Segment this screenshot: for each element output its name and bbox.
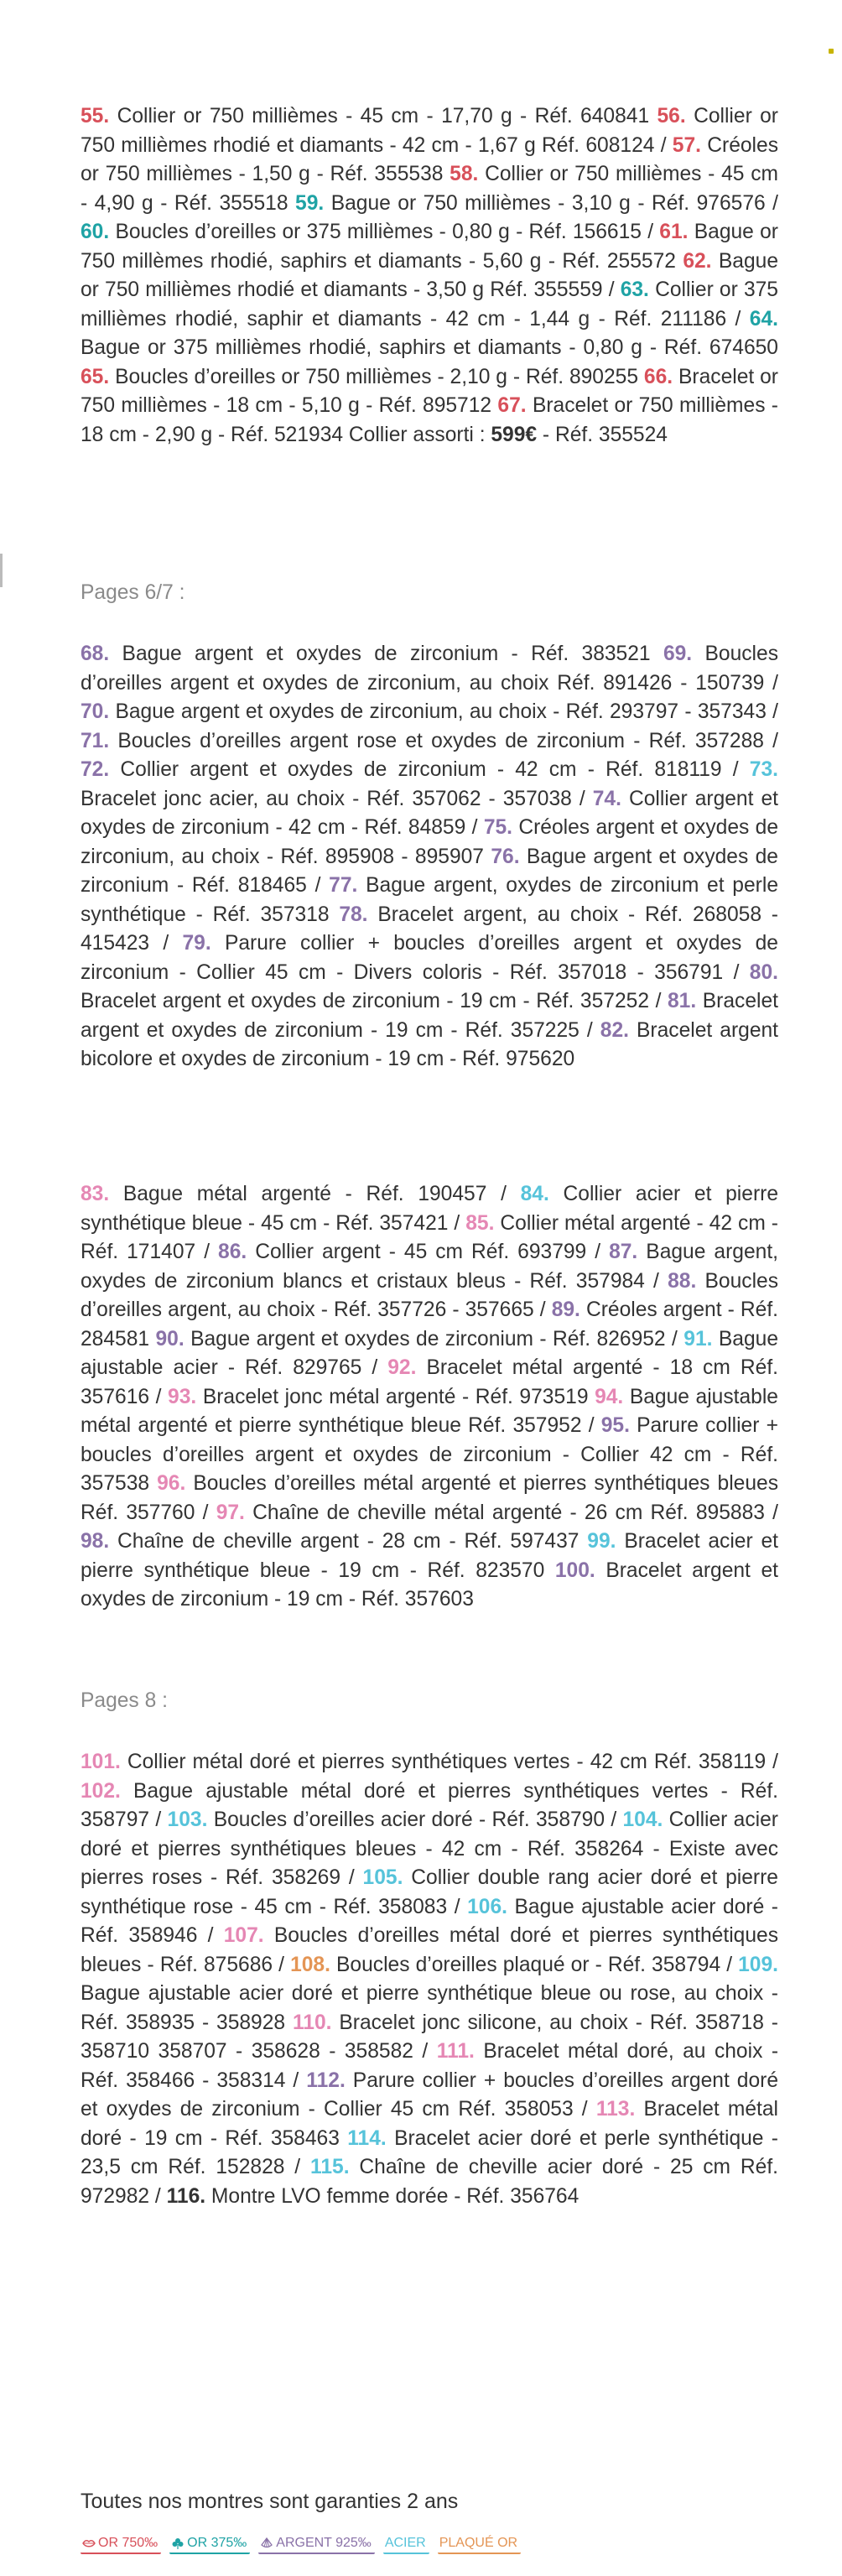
item-number: 113.: [595, 2098, 636, 2121]
item-number: 74.: [592, 787, 621, 810]
legend-label: OR 750‰: [98, 2536, 159, 2550]
item-description: Bracelet métal doré - 19 cm - Réf. 358463: [81, 2098, 779, 2150]
item-number: 104.: [622, 1808, 663, 1831]
edge-mark: [0, 554, 3, 587]
product-list-block-1: [81, 102, 778, 450]
item-number: 93.: [168, 1385, 197, 1408]
item-description: Boucles d’oreilles or 750 millièmes - 2,10 g - Réf. 890255: [109, 365, 644, 388]
legend-label: ACIER: [384, 2536, 426, 2550]
item-number: 67.: [497, 394, 527, 417]
item-description: Bague ajustable acier - Réf. 829765 /: [81, 1327, 778, 1379]
legend-item: [81, 2535, 161, 2554]
item-description: Bracelet acier et pierre synthétique bleue - 19 cm - Réf. 823570: [81, 1530, 778, 1582]
item-number: 71.: [81, 729, 110, 752]
item-number: 61.: [659, 221, 689, 243]
legend-label: OR 375‰: [187, 2536, 247, 2550]
item-number: 114.: [347, 2126, 387, 2150]
item-number: 111.: [436, 2040, 475, 2063]
item-description: Bague ajustable métal doré et pierres synthétiques vertes - Réf. 358797 /: [81, 1779, 778, 1831]
item-description: Bracelet argent bicolore et oxydes de zirconium - 19 cm - Réf. 975620: [81, 1018, 779, 1070]
item-number: 96.: [157, 1472, 186, 1495]
item-description: Bague or 375 millièmes rhodié, saphirs et diamants - 0,80 g - Réf. 674650: [81, 336, 778, 359]
item-number: 87.: [609, 1241, 638, 1263]
item-number: 89.: [551, 1298, 580, 1321]
item-number: 102.: [81, 1779, 121, 1803]
section-heading-pages-6-7: Pages 6/7 :: [81, 581, 185, 604]
item-description: Collier argent et oxydes de zirconium - 42 cm - Réf. 84859 /: [81, 787, 778, 839]
item-number: 56.: [657, 105, 686, 127]
item-description: Bracelet métal argenté - 18 cm Réf. 357616 /: [81, 1356, 778, 1408]
item-number: 66.: [643, 365, 673, 388]
item-description: Bracelet argent et oxydes de zirconium - 19 cm - Réf. 357252 /: [81, 990, 668, 1012]
item-description: Créoles argent et oxydes de zirconium, au choix - Réf. 895908 - 895907: [81, 816, 779, 868]
item-description: Bracelet argent et oxydes de zirconium - 19 cm - Réf. 357225 /: [81, 990, 778, 1042]
item-description: Bague or 750 millèmes rhodié, saphirs et diamants - 5,60 g - Réf. 255572: [81, 221, 778, 273]
item-number: 77.: [329, 874, 358, 897]
item-number: 84.: [520, 1183, 549, 1205]
item-number: 95.: [600, 1414, 630, 1437]
item-number: 79.: [182, 932, 211, 955]
item-description: Collier argent et oxydes de zirconium - 42 cm - Réf. 818119 /: [109, 758, 750, 781]
item-number: 58.: [450, 163, 479, 185]
item-description: Collier acier doré et pierres synthétiques bleues - 42 cm - Réf. 358264 - Existe avec pierres roses - Réf. 358269 /: [81, 1808, 778, 1889]
item-number: 97.: [216, 1501, 245, 1524]
item-description: Boucles d’oreilles or 375 millièmes - 0,80 g - Réf. 156615 /: [109, 221, 660, 243]
item-number: 106.: [467, 1895, 507, 1918]
item-number: 100.: [554, 1559, 595, 1582]
item-description: Bracelet jonc acier, au choix - Réf. 357062 - 357038 /: [81, 787, 593, 810]
item-number: 81.: [667, 990, 697, 1012]
item-number: 109.: [738, 1953, 778, 1976]
item-description: Boucles d’oreilles argent, au choix - Réf. 357726 - 357665 /: [81, 1269, 779, 1321]
product-list-block-2: [81, 640, 778, 1075]
item-description: Bague ajustable acier doré - Réf. 358946 /: [81, 1895, 778, 1947]
item-description: Chaîne de cheville argent - 28 cm - Réf. 597437: [109, 1530, 588, 1553]
legend-label: PLAQUÉ OR: [439, 2536, 518, 2550]
item-number: 116.: [166, 2184, 206, 2208]
legend-item: [438, 2535, 521, 2554]
legend-label: ARGENT 925‰: [276, 2536, 372, 2550]
lips-icon: [82, 2537, 96, 2549]
item-description: Montre LVO femme dorée - Réf. 356764: [205, 2184, 580, 2208]
item-description: Collier or 375 millièmes rhodié, saphir et diamants - 42 cm - 1,44 g - Réf. 211186 /: [81, 278, 778, 330]
item-number: 98.: [81, 1530, 110, 1553]
item-description: Collier métal doré et pierres synthétiques vertes - 42 cm Réf. 358119 /: [120, 1751, 778, 1773]
item-description: Bague ajustable acier doré et pierre synthétique bleue ou rose, au choix - Réf. 358935 - 358928: [81, 1982, 778, 2034]
item-description: Bracelet métal doré, au choix - Réf. 358466 - 358314 /: [81, 2040, 779, 2092]
item-number: 108.: [290, 1953, 330, 1976]
item-description: Collier acier et pierre synthétique bleue - 45 cm - Réf. 357421 /: [81, 1183, 778, 1235]
item-number: 112.: [306, 2069, 346, 2092]
item-number: 103.: [167, 1808, 208, 1831]
item-number: 59.: [295, 191, 325, 215]
item-number: 76.: [491, 845, 520, 868]
item-description: Bracelet or 750 millièmes - 18 cm - 2,90 g - Réf. 521934: [81, 394, 778, 446]
item-number: 72.: [81, 758, 110, 781]
product-list-block-3: [81, 1180, 778, 1615]
item-description: Bague argent et oxydes de zirconium - Réf. 383521: [109, 643, 663, 665]
guarantee-text: Toutes nos montres sont garanties 2 ans: [81, 2490, 459, 2513]
item-description: Bracelet argent, au choix - Réf. 268058 - 415423 /: [81, 903, 778, 955]
assorti-price: 599€: [491, 423, 538, 446]
item-description: Créoles or 750 millièmes - 1,50 g - Réf. 355538: [81, 133, 778, 185]
section-heading-pages-8: Pages 8 :: [81, 1689, 168, 1712]
item-number: 75.: [483, 816, 513, 839]
item-description: Collier or 750 millièmes rhodié et diamants - 42 cm - 1,67 g Réf. 608124 /: [81, 105, 778, 157]
item-description: Bague argent, oxydes de zirconium et perle synthétique - Réf. 357318: [81, 874, 778, 926]
item-number: 94.: [595, 1385, 624, 1408]
item-description: Boucles d’oreilles métal argenté et pierres synthétiques bleues Réf. 357760 /: [81, 1472, 778, 1524]
item-description: Parure collier + boucles d’oreilles argent et oxydes de zirconium - Collier 42 cm - Réf. 357538: [81, 1414, 778, 1495]
item-number: 68.: [81, 643, 110, 665]
item-number: 70.: [81, 700, 110, 723]
legend-item: [258, 2535, 375, 2554]
item-description: Boucles d’oreilles plaqué or - Réf. 358794 /: [330, 1953, 739, 1976]
item-number: 73.: [749, 758, 778, 781]
item-description: Boucles d’oreilles acier doré - Réf. 358790 /: [207, 1808, 623, 1831]
item-description: Bague or 750 millièmes rhodié et diamants - 3,50 g Réf. 355559 /: [81, 249, 778, 301]
item-number: 110.: [292, 2011, 332, 2034]
item-number: 64.: [749, 307, 778, 330]
item-number: 105.: [362, 1866, 403, 1889]
item-number: 92.: [387, 1356, 417, 1379]
legend-item: [383, 2535, 429, 2554]
item-number: 60.: [81, 221, 110, 243]
item-number: 90.: [155, 1327, 185, 1350]
item-description: Boucles d’oreilles métal doré et pierres synthétiques bleues - Réf. 875686 /: [81, 1924, 778, 1976]
item-number: 62.: [683, 249, 712, 273]
item-number: 63.: [620, 278, 649, 301]
item-number: 69.: [663, 643, 693, 665]
shell-icon: [260, 2537, 273, 2549]
assorti-ref: - Réf. 355524: [537, 423, 668, 446]
item-description: Collier métal argenté - 42 cm - Réf. 171407 /: [81, 1211, 778, 1263]
item-description: Chaîne de cheville acier doré - 25 cm Réf. 972982 /: [81, 2156, 779, 2208]
item-description: Bague argent et oxydes de zirconium - Réf. 818465 /: [81, 845, 778, 897]
clover-icon: [171, 2537, 185, 2549]
item-number: 83.: [81, 1183, 110, 1205]
assorti-label: Collier assorti :: [348, 423, 491, 446]
item-description: Boucles d’oreilles argent rose et oxydes de zirconium - Réf. 357288 /: [109, 729, 778, 752]
product-list-block-4: [81, 1748, 778, 2211]
item-number: 107.: [223, 1924, 264, 1947]
item-number: 57.: [672, 133, 701, 157]
item-number: 88.: [668, 1269, 697, 1293]
corner-mark: [829, 49, 834, 54]
item-number: 101.: [81, 1751, 121, 1773]
item-description: Bracelet or 750 millièmes - 18 cm - 5,10 g - Réf. 895712: [81, 365, 778, 417]
item-description: Bracelet jonc silicone, au choix - Réf. 358718 - 358710 358707 - 358628 - 358582 /: [81, 2011, 778, 2063]
item-number: 80.: [749, 960, 778, 984]
item-description: Collier or 750 millièmes - 45 cm - 17,70 g - Réf. 640841: [109, 105, 657, 127]
item-description: Chaîne de cheville métal argenté - 26 cm Réf. 895883 /: [244, 1501, 778, 1524]
item-description: Bague argent, oxydes de zirconium blancs et cristaux bleus - Réf. 357984 /: [81, 1241, 778, 1293]
item-number: 99.: [587, 1530, 616, 1553]
item-number: 115.: [310, 2156, 350, 2178]
item-description: Collier double rang acier doré et pierre synthétique rose - 45 cm - Réf. 358083 /: [81, 1866, 778, 1918]
item-description: Collier argent - 45 cm Réf. 693799 /: [247, 1241, 610, 1263]
item-number: 65.: [81, 365, 110, 388]
item-number: 78.: [339, 903, 368, 926]
item-description: Collier or 750 millièmes - 45 cm - 4,90 g - Réf. 355518: [81, 163, 778, 215]
material-legend: [81, 2535, 521, 2554]
item-number: 55.: [81, 105, 110, 127]
item-number: 82.: [600, 1018, 629, 1042]
item-number: 91.: [683, 1327, 713, 1350]
item-description: Bague argent et oxydes de zirconium, au choix - Réf. 293797 - 357343 /: [109, 700, 778, 723]
item-description: Boucles d’oreilles argent et oxydes de zirconium, au choix Réf. 891426 - 150739 /: [81, 643, 778, 695]
legend-item: [169, 2535, 250, 2554]
item-number: 85.: [465, 1211, 495, 1235]
item-description: Bague ajustable métal argenté et pierre synthétique bleue Réf. 357952 /: [81, 1385, 778, 1437]
item-description: Bague argent et oxydes de zirconium - Réf. 826952 /: [184, 1327, 684, 1350]
item-description: Parure collier + boucles d’oreilles argent et oxydes de zirconium - Collier 45 cm - Divers coloris - Réf. 357018 - 356791 /: [81, 932, 778, 984]
item-description: Bracelet argent et oxydes de zirconium - 19 cm - Réf. 357603: [81, 1559, 778, 1611]
item-description: Parure collier + boucles d’oreilles argent doré et oxydes de zirconium - Collier 45 cm Réf. 358053 /: [81, 2069, 778, 2121]
item-description: Bague métal argenté - Réf. 190457 /: [109, 1183, 521, 1205]
item-description: Créoles argent - Réf. 284581: [81, 1298, 779, 1350]
item-description: Bague or 750 millièmes - 3,10 g - Réf. 976576 /: [324, 191, 778, 215]
item-number: 86.: [218, 1241, 247, 1263]
item-description: Bracelet acier doré et perle synthétique - 23,5 cm Réf. 152828 /: [81, 2126, 778, 2178]
item-description: Bracelet jonc métal argenté - Réf. 973519: [196, 1385, 595, 1408]
